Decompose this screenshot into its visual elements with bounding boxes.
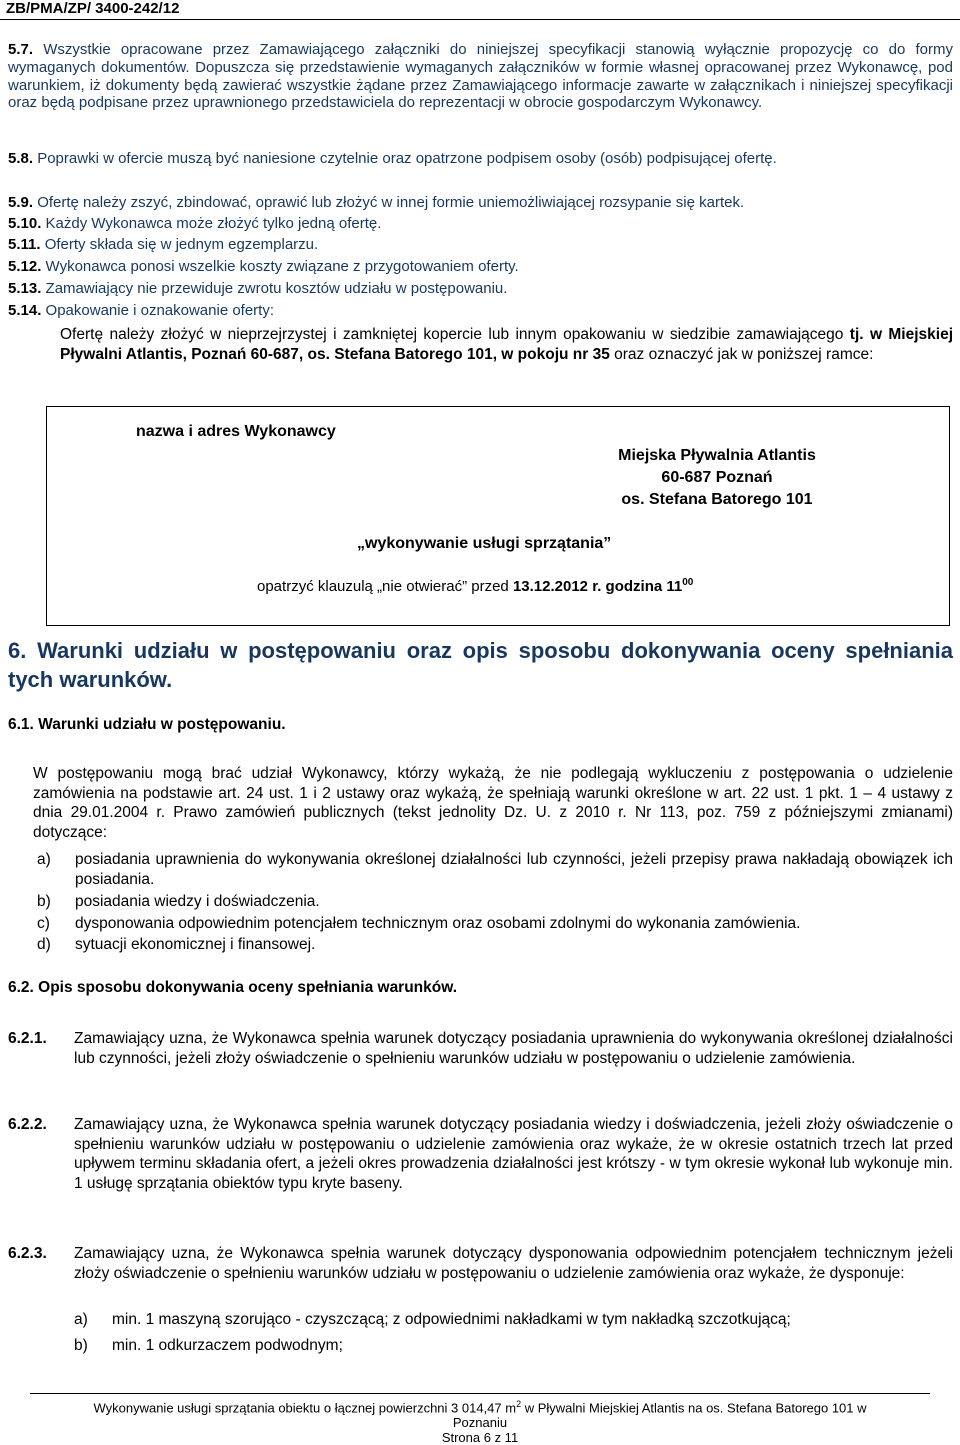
list-item xyxy=(37,935,953,955)
envelope-clause xyxy=(257,577,693,595)
section-number: 5.11. xyxy=(8,236,41,253)
list-letter: b) xyxy=(74,1337,88,1354)
section-number: 5.12. xyxy=(8,258,42,275)
paragraph-text: Zamawiający uzna, że Wykonawca spełnia warunek dotyczący posiadania uprawnienia do wykonywania określonej działalności lub czynności, jeżeli złoży oświadczenie o spełnieniu warunków udziału w postępowaniu o udzielenie zamówienia. xyxy=(74,1030,953,1067)
list-text: dysponowania odpowiednim potencjałem technicznym oraz osobami zdolnymi do wykonania zamówienia. xyxy=(75,915,801,932)
list-item xyxy=(37,850,953,889)
recipient-line: Miejska Pływalnia Atlantis xyxy=(618,447,816,464)
list-text: min. 1 odkurzaczem podwodnym; xyxy=(112,1337,343,1354)
list-item xyxy=(74,1310,953,1330)
section-5-13 xyxy=(8,280,953,298)
list-text: posiadania wiedzy i doświadczenia. xyxy=(75,893,320,910)
footer xyxy=(20,1397,940,1445)
envelope-sender: nazwa i adres Wykonawcy xyxy=(136,423,336,440)
envelope-recipient xyxy=(587,445,847,511)
section-number: 5.8. xyxy=(8,150,34,167)
header-rule xyxy=(0,19,960,20)
footer-title xyxy=(20,1397,940,1415)
section-5-12 xyxy=(8,258,953,276)
list-item xyxy=(37,892,953,912)
list-letter: d) xyxy=(37,936,51,953)
envelope-service: „wykonywanie usługi sprzątania” xyxy=(357,535,612,552)
section-text: Każdy Wykonawca może złożyć tylko jedną ofertę. xyxy=(45,215,382,232)
section-5-11 xyxy=(8,236,953,254)
section-5-10 xyxy=(8,215,953,233)
paragraph-number: 6.2.1. xyxy=(8,1030,47,1047)
footer-title-text: Wykonywanie usługi sprzątania obiektu o łącznej powierzchni 3 014,47 m xyxy=(93,1400,517,1416)
section-text: Wykonawca ponosi wszelkie koszty związane z przygotowaniem oferty. xyxy=(45,258,519,275)
recipient-line: 60-687 Poznań xyxy=(661,469,773,486)
paragraph-text: Zamawiający uzna, że Wykonawca spełnia warunek dotyczący dysponowania odpowiednim potencjałem technicznym jeżeli złoży oświadczenie o spełnieniu warunków udziału w postępowaniu o udzielenie zamówienia oraz wykaże, że dysponuje: xyxy=(74,1245,953,1282)
section-6-2-2 xyxy=(8,1115,953,1193)
section-number: 5.13. xyxy=(8,280,42,297)
clause-text: opatrzyć klauzulą „nie otwierać” przed xyxy=(257,578,513,595)
section-number: 5.9. xyxy=(8,194,34,211)
list-letter: b) xyxy=(37,893,51,910)
section-5-7 xyxy=(8,41,953,112)
paragraph-number: 6.2.3. xyxy=(8,1245,47,1262)
section-text: Ofertę należy zszyć, zbindować, oprawić lub złożyć w innej formie uniemożliwiającej rozsypanie się kartek. xyxy=(37,194,745,211)
footer-title-sup: 2 xyxy=(516,1399,522,1409)
instruction-text: Ofertę należy złożyć w nieprzejrzystej i zamkniętej kopercie lub innym opakowaniu w siedzibie zamawiającego xyxy=(60,326,850,343)
section-number: 5.14. xyxy=(8,302,42,319)
clause-deadline-minutes: 00 xyxy=(682,577,694,588)
list-item xyxy=(37,914,953,934)
section-text: Opakowanie i oznakowanie oferty: xyxy=(45,302,275,319)
list-letter: a) xyxy=(74,1311,88,1328)
footer-title-text-end: w Pływalni Miejskiej Atlantis na os. Stefana Batorego 101 w xyxy=(521,1400,867,1416)
envelope-frame xyxy=(46,406,950,626)
section-text: Wszystkie opracowane przez Zamawiającego załączniki do niniejszej specyfikacji stanowią wyłącznie propozycję co do formy wymaganych dokumentów. Dopuszcza się przedstawienie wymaganych załączników w formie własnej opracowanej przez Wykonawcę, pod warunkiem, iż dokumenty będą zawierać wszystkie żądane przez Zamawiającego informacje zawarte w załącznikach i niniejszej specyfikacji oraz będą podpisane przez uprawnionego przedstawiciela do reprezentacji w obrocie gospodarczym Wykonawcy. xyxy=(8,41,953,112)
section-6-2-heading: 6.2. Opis sposobu dokonywania oceny spełniania warunków. xyxy=(8,979,458,996)
paragraph-text: Zamawiający uzna, że Wykonawca spełnia warunek dotyczący posiadania wiedzy i doświadczenia, jeżeli złoży oświadczenie o spełnieniu warunków udziału w postępowaniu o udzielenie zamówienia oraz wykaże, że w okresie ostatnich trzech lat przed upływem terminu składania ofert, a jeżeli okres prowadzenia działalności jest krótszy - w tym okresie wykonał lub wykonuje min. 1 usługę sprzątania obiektów typu kryte baseny. xyxy=(74,1116,953,1192)
section-text: Oferty składa się w jednym egzemplarzu. xyxy=(44,236,319,253)
section-5-8 xyxy=(8,150,960,168)
recipient-line: os. Stefana Batorego 101 xyxy=(621,491,813,508)
page-number: Strona 6 z 11 xyxy=(441,1430,519,1445)
section-6-heading: 6. Warunki udziału w postępowaniu oraz opis sposobu dokonywania oceny spełniania tych warunków. xyxy=(8,638,953,692)
clause-deadline: 13.12.2012 r. godzina 11 xyxy=(512,578,683,595)
section-number: 5.10. xyxy=(8,215,42,232)
section-text: Poprawki w ofercie muszą być naniesione czytelnie oraz opatrzone podpisem osoby (osób) podpisującej ofertę. xyxy=(37,150,777,167)
packaging-instruction xyxy=(60,325,953,364)
list-text: posiadania uprawnienia do wykonywania określonej działalności lub czynności, jeżeli przepisy prawa nakładają obowiązek ich posiadania. xyxy=(75,851,953,888)
section-number: 5.7. xyxy=(8,41,34,58)
paragraph-number: 6.2.2. xyxy=(8,1116,47,1133)
list-letter: c) xyxy=(37,915,50,932)
footer-title-line-2: Poznaniu xyxy=(452,1415,508,1431)
section-6-1-intro: W postępowaniu mogą brać udział Wykonawcy, którzy wykażą, że nie podlegają wykluczeniu z postępowania o udzielenie zamówienia na podstawie art. 24 ust. 1 i 2 ustawy oraz wykażą, że spełniają warunki określone w art. 22 ust. 1 pkt. 1 – 4 ustawy z dnia 29.01.2004 r. Prawo zamówień publicznych (tekst jednolity Dz. U. z 2010 r. Nr 113, poz. 759 z późniejszymi zmianami) dotyczące: xyxy=(33,765,953,841)
footer-rule xyxy=(30,1393,930,1394)
instruction-address: tj. w Miejskiej Pływalni Atlantis, Poznań 60-687, os. Stefana Batorego 101, w pokoju nr 35 xyxy=(60,326,953,363)
section-6-2-3 xyxy=(8,1244,953,1283)
section-text: Zamawiający nie przewiduje zwrotu kosztów udziału w postępowaniu. xyxy=(45,280,508,297)
section-5-14 xyxy=(8,302,953,320)
list-item xyxy=(74,1336,953,1356)
section-6-1-heading: 6.1. Warunki udziału w postępowaniu. xyxy=(8,716,286,733)
list-letter: a) xyxy=(37,851,51,868)
document-id: ZB/PMA/ZP/ 3400-242/12 xyxy=(6,0,180,17)
section-5-9 xyxy=(8,194,953,212)
list-text: min. 1 maszyną szorująco - czyszczącą; z odpowiednimi nakładkami w tym nakładką szczotkującą; xyxy=(112,1311,791,1328)
instruction-text-end: oraz oznaczyć jak w poniższej ramce: xyxy=(609,345,874,363)
list-text: sytuacji ekonomicznej i finansowej. xyxy=(75,936,316,953)
section-6-2-1 xyxy=(8,1029,953,1068)
